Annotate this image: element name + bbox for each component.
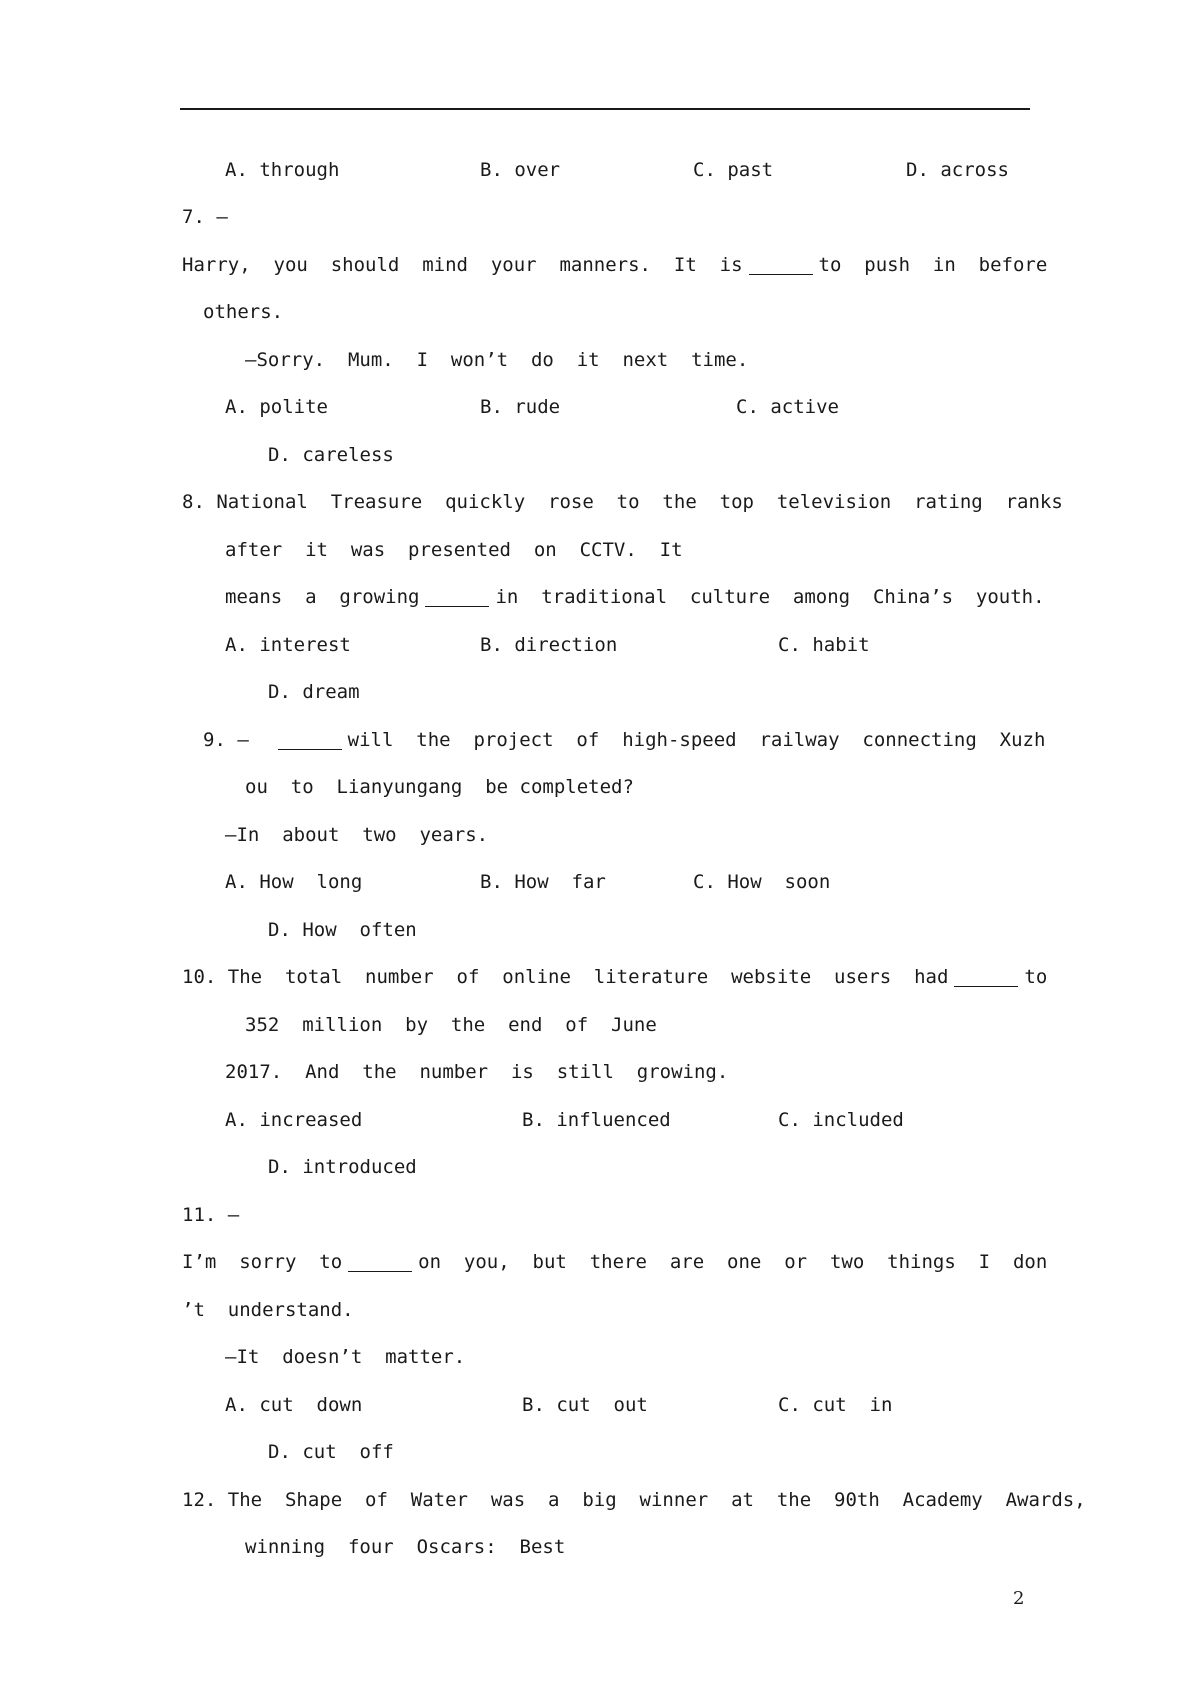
option-d: D. cut off xyxy=(268,1441,394,1463)
option-a: A. cut down xyxy=(225,1394,363,1416)
option-c: C. cut in xyxy=(778,1394,893,1416)
question-text: others. xyxy=(203,301,284,323)
question-text: winning four Oscars: Best xyxy=(245,1536,566,1558)
question-text: after it was presented on CCTV. It xyxy=(225,539,683,561)
option-d: D. dream xyxy=(268,681,360,703)
dialogue-reply: —Sorry. Mum. I won’t do it next time. xyxy=(245,349,749,371)
question-number: 7. — xyxy=(182,206,228,228)
answer-blank xyxy=(278,729,342,750)
option-d: D. careless xyxy=(268,444,394,466)
option-d: D. How often xyxy=(268,919,417,941)
option-d: D. across xyxy=(906,159,1009,181)
option-a: A. polite xyxy=(225,396,328,418)
option-a: A. through xyxy=(225,159,340,181)
answer-blank xyxy=(425,586,489,607)
option-c: C. past xyxy=(693,159,774,181)
page-number: 2 xyxy=(1013,1588,1025,1609)
question-text: 2017. And the number is still growing. xyxy=(225,1061,729,1083)
question-text: 9. — will the project of high-speed railway connecting Xuzh xyxy=(203,729,1046,751)
option-a: A. interest xyxy=(225,634,351,656)
answer-blank xyxy=(954,966,1018,987)
answer-blank xyxy=(749,254,813,275)
option-b: B. over xyxy=(480,159,561,181)
question-text: 10. The total number of online literature website users had to xyxy=(182,966,1048,988)
option-a: A. increased xyxy=(225,1109,363,1131)
option-d: D. introduced xyxy=(268,1156,417,1178)
option-b: B. cut out xyxy=(522,1394,648,1416)
option-b: B. How far xyxy=(480,871,606,893)
question-text: 8. National Treasure quickly rose to the top television rating ranks xyxy=(182,491,1063,513)
question-text: ’t understand. xyxy=(182,1299,354,1321)
option-b: B. influenced xyxy=(522,1109,671,1131)
option-c: C. active xyxy=(736,396,839,418)
dialogue-reply: —In about two years. xyxy=(225,824,489,846)
option-a: A. How long xyxy=(225,871,363,893)
option-c: C. included xyxy=(778,1109,904,1131)
answer-blank xyxy=(348,1251,412,1272)
option-c: C. habit xyxy=(778,634,870,656)
option-b: B. rude xyxy=(480,396,561,418)
question-text: I’m sorry to on you, but there are one or two things I don xyxy=(182,1251,1048,1273)
header-rule xyxy=(180,108,1030,110)
question-text: means a growing in traditional culture among China’s youth. xyxy=(225,586,1045,608)
question-text: Harry, you should mind your manners. It is to push in before xyxy=(182,254,1048,276)
question-number: 11. — xyxy=(182,1204,240,1226)
question-text: 12. The Shape of Water was a big winner at the 90th Academy Awards, xyxy=(182,1489,1086,1511)
option-c: C. How soon xyxy=(693,871,831,893)
question-text: 352 million by the end of June xyxy=(245,1014,657,1036)
dialogue-reply: —It doesn’t matter. xyxy=(225,1346,466,1368)
question-text: ou to Lianyungang be completed? xyxy=(245,776,634,798)
option-b: B. direction xyxy=(480,634,618,656)
